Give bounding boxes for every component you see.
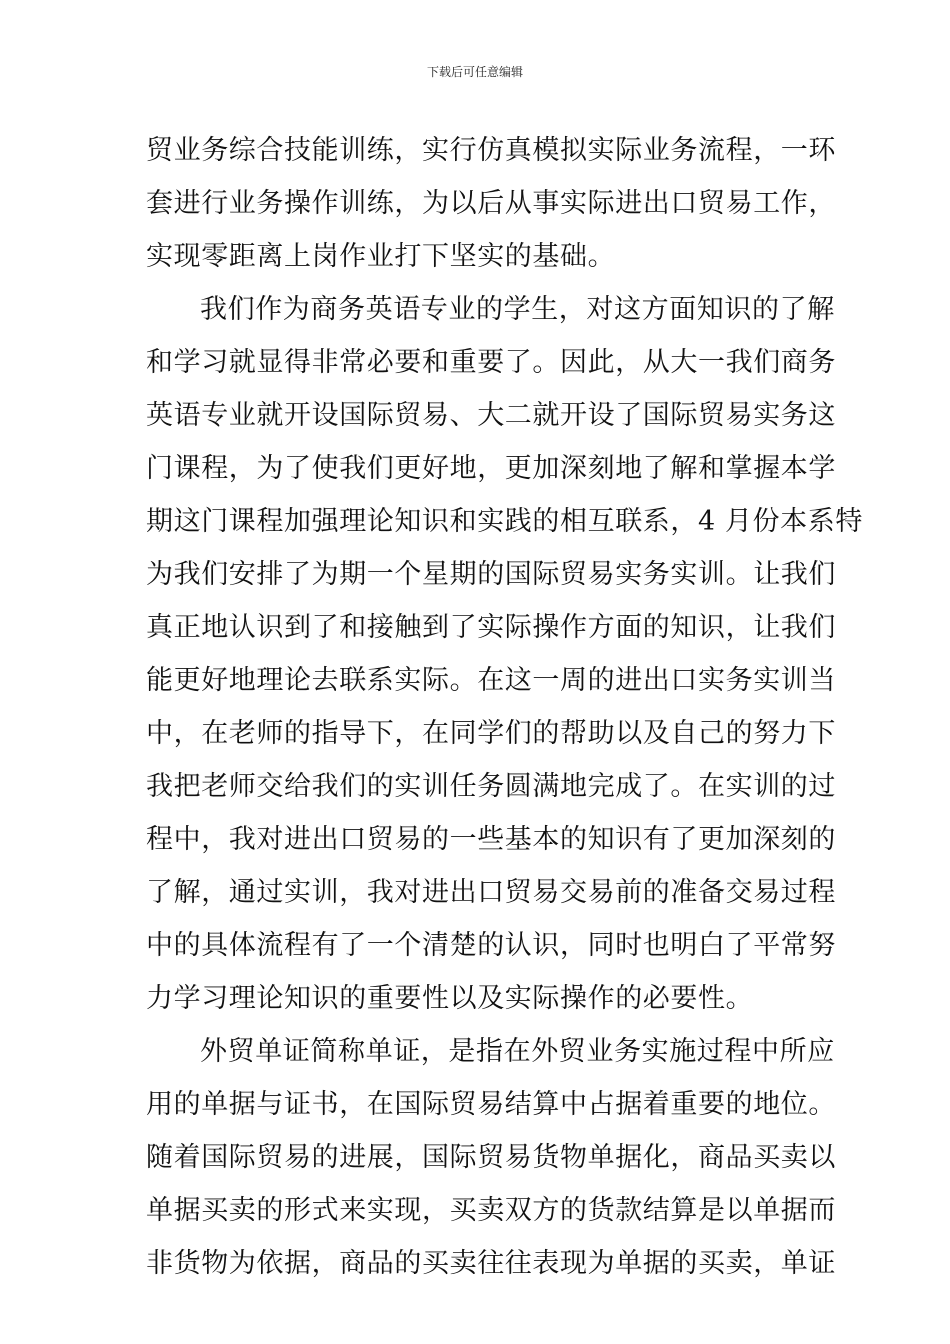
text-line: 程中，我对进出口贸易的一些基本的知识有了更加深刻的	[146, 824, 836, 855]
text-line: 贸业务综合技能训练，实行仿真模拟实际业务流程，一环	[146, 135, 836, 166]
text-line: 套进行业务操作训练，为以后从事实际进出口贸易工作，	[146, 188, 836, 219]
text-line: 了解，通过实训，我对进出口贸易交易前的准备交易过程	[146, 877, 836, 908]
text-line: 随着国际贸易的进展，国际贸易货物单据化，商品买卖以	[146, 1142, 836, 1173]
text-line: 和学习就显得非常必要和重要了。因此，从大一我们商务	[146, 347, 836, 378]
text-line: 门课程，为了使我们更好地，更加深刻地了解和掌握本学	[146, 453, 836, 484]
text-line: 真正地认识到了和接触到了实际操作方面的知识，让我们	[146, 612, 836, 643]
text-line: 非货物为依据，商品的买卖往往表现为单据的买卖，单证	[146, 1248, 836, 1279]
text-line: 外贸单证简称单证，是指在外贸业务实施过程中所应	[200, 1036, 835, 1067]
text-line: 英语专业就开设国际贸易、大二就开设了国际贸易实务这	[146, 400, 836, 431]
text-line: 为我们安排了为期一个星期的国际贸易实务实训。让我们	[146, 559, 836, 590]
text-line: 实现零距离上岗作业打下坚实的基础。	[146, 241, 616, 272]
text-line: 中的具体流程有了一个清楚的认识，同时也明白了平常努	[146, 930, 836, 961]
paragraph-3	[146, 1025, 836, 1290]
document-body	[146, 124, 863, 1290]
text-line: 用的单据与证书，在国际贸易结算中占据着重要的地位。	[146, 1089, 836, 1120]
text-line: 单据买卖的形式来实现，买卖双方的货款结算是以单据而	[146, 1195, 836, 1226]
paragraph-1	[146, 124, 836, 283]
text-line: 能更好地理论去联系实际。在这一周的进出口实务实训当	[146, 665, 836, 696]
text-line: 我把老师交给我们的实训任务圆满地完成了。在实训的过	[146, 771, 836, 802]
text-line: 中，在老师的指导下，在同学们的帮助以及自己的努力下	[146, 718, 836, 749]
text-line: 我们作为商务英语专业的学生，对这方面知识的了解	[200, 294, 835, 325]
paragraph-2	[146, 283, 863, 1025]
text-line: 期这门课程加强理论知识和实践的相互联系，4 月份本系特	[146, 506, 863, 537]
text-line: 力学习理论知识的重要性以及实际操作的必要性。	[146, 983, 754, 1014]
page-header: 下载后可任意编辑	[426, 65, 523, 79]
